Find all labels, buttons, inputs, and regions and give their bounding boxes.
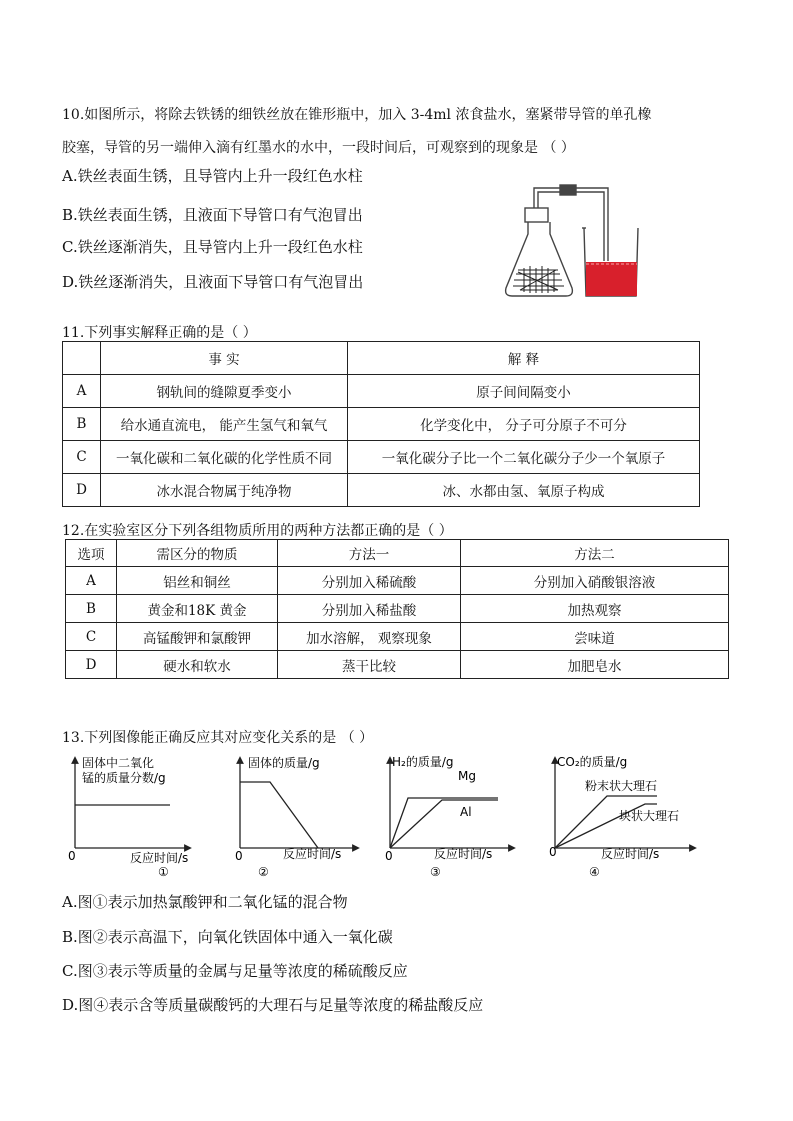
q12-cell: 尝味道	[461, 623, 729, 651]
graph1-origin: 0	[68, 849, 76, 863]
q12-cell: 分别加入稀盐酸	[278, 595, 461, 623]
graph1-ylabel: 固体中二氧化	[82, 756, 155, 770]
q11-cell: 一氧化碳和二氧化碳的化学性质不同	[101, 441, 348, 474]
q12-cell: 高锰酸钾和氯酸钾	[117, 623, 278, 651]
q11-header-explanation: 解 释	[348, 342, 700, 375]
table-row	[63, 375, 700, 408]
q11-cell: 给水通直流电， 能产生氢气和氧气	[101, 408, 348, 441]
q12-cell: 蒸干比较	[278, 651, 461, 679]
graph3-series-al	[390, 800, 498, 848]
graph3-series-mg-label: Mg	[458, 769, 476, 783]
table-row	[63, 408, 700, 441]
q12-cell: 分别加入稀硫酸	[278, 567, 461, 595]
graph4-origin: 0	[549, 845, 557, 859]
q11-cell: 钢轨间的缝隙夏季变小	[101, 375, 348, 408]
q12-stem: 12.在实验室区分下列各组物质所用的两种方法都正确的是（ ）	[62, 523, 453, 539]
q10-stem-line1: 10.如图所示，将除去铁锈的细铁丝放在锥形瓶中，加入 3-4ml 浓食盐水，塞紧带导管的单孔橡	[62, 107, 652, 123]
graph4-series-block-label: 块状大理石	[619, 809, 680, 823]
table-row	[66, 595, 729, 623]
graph2-line	[240, 782, 318, 848]
q11-cell: D	[63, 474, 101, 507]
q12-header-substances: 需区分的物质	[117, 540, 278, 567]
graph3-ylabel: H₂的质量/g	[392, 755, 454, 769]
q10-option-b: B.铁丝表面生锈，且液面下导管口有气泡冒出	[62, 206, 363, 224]
table-row	[66, 567, 729, 595]
q12-cell: 硬水和软水	[117, 651, 278, 679]
q13-option-a: A.图①表示加热氯酸钾和二氧化锰的混合物	[62, 893, 348, 911]
q11-cell: 原子间间隔变小	[348, 375, 700, 408]
q11-header-fact: 事 实	[101, 342, 348, 375]
q12-header-method2: 方法二	[461, 540, 729, 567]
graph1-ylabel-2: 锰的质量分数/g	[82, 771, 166, 785]
q13-option-b: B.图②表示高温下，向氧化铁固体中通入一氧化碳	[62, 928, 393, 946]
table-row	[66, 651, 729, 679]
q12-header-option: 选项	[66, 540, 117, 567]
q11-cell: A	[63, 375, 101, 408]
q12-cell: B	[66, 595, 117, 623]
q11-cell: 一氧化碳分子比一个二氧化碳分子少一个氧原子	[348, 441, 700, 474]
q10-option-a: A.铁丝表面生锈，且导管内上升一段红色水柱	[62, 167, 363, 185]
graph3-series-mg	[390, 798, 498, 848]
q10-stem-line2: 胶塞，导管的另一端伸入滴有红墨水的水中，一段时间后，可观察到的现象是 （ ）	[62, 140, 575, 156]
q10-option-c: C.铁丝逐渐消失，且导管内上升一段红色水柱	[62, 238, 363, 256]
q12-cell: 分别加入硝酸银溶液	[461, 567, 729, 595]
q12-cell: 加肥皂水	[461, 651, 729, 679]
q13-graph-2	[228, 752, 378, 880]
graph3-series-al-label: Al	[460, 805, 472, 819]
q11-header-col0	[63, 342, 101, 375]
table-row	[66, 623, 729, 651]
graph3-xlabel: 反应时间/s	[434, 847, 493, 861]
q13-stem: 13.下列图像能正确反应其对应变化关系的是 （ ）	[62, 730, 374, 746]
q11-cell: 化学变化中， 分子可分原子不可分	[348, 408, 700, 441]
q10-option-d: D.铁丝逐渐消失，且液面下导管口有气泡冒出	[62, 273, 364, 291]
graph3-number: ③	[430, 865, 441, 879]
graph2-number: ②	[258, 865, 269, 879]
q12-header-method1: 方法一	[278, 540, 461, 567]
q12-cell: 黄金和18K 黄金	[117, 595, 278, 623]
graph4-xlabel: 反应时间/s	[601, 847, 660, 861]
graph2-origin: 0	[235, 849, 243, 863]
q13-graph-3	[380, 752, 530, 880]
q13-option-c: C.图③表示等质量的金属与足量等浓度的稀硫酸反应	[62, 962, 408, 980]
q11-stem: 11.下列事实解释正确的是（ ）	[62, 325, 257, 341]
q13-graph-4	[545, 752, 705, 880]
graph4-ylabel: CO₂的质量/g	[557, 755, 628, 769]
graph3-origin: 0	[385, 849, 393, 863]
q12-table	[65, 539, 729, 679]
q12-cell: 加热观察	[461, 595, 729, 623]
graph4-series-powder-label: 粉末状大理石	[585, 779, 658, 793]
q12-cell: A	[66, 567, 117, 595]
graph2-ylabel: 固体的质量/g	[248, 756, 320, 770]
q10-apparatus-figure	[498, 176, 643, 302]
red-liquid	[586, 262, 637, 296]
q13-graph-1	[60, 752, 210, 880]
q11-cell: 冰、水都由氢、氧原子构成	[348, 474, 700, 507]
q11-cell: 冰水混合物属于纯净物	[101, 474, 348, 507]
table-row	[63, 441, 700, 474]
q13-option-d: D.图④表示含等质量碳酸钙的大理石与足量等浓度的稀盐酸反应	[62, 996, 484, 1014]
graph1-number: ①	[158, 865, 169, 879]
q11-table	[62, 341, 700, 507]
steel-wool-icon	[513, 266, 564, 293]
q12-cell: 铝丝和铜丝	[117, 567, 278, 595]
q11-cell: C	[63, 441, 101, 474]
graph2-xlabel: 反应时间/s	[283, 847, 342, 861]
q12-cell: 加水溶解， 观察现象	[278, 623, 461, 651]
graph1-xlabel: 反应时间/s	[130, 851, 189, 865]
q11-cell: B	[63, 408, 101, 441]
table-row	[63, 474, 700, 507]
graph4-number: ④	[589, 865, 600, 879]
q12-cell: C	[66, 623, 117, 651]
q12-cell: D	[66, 651, 117, 679]
